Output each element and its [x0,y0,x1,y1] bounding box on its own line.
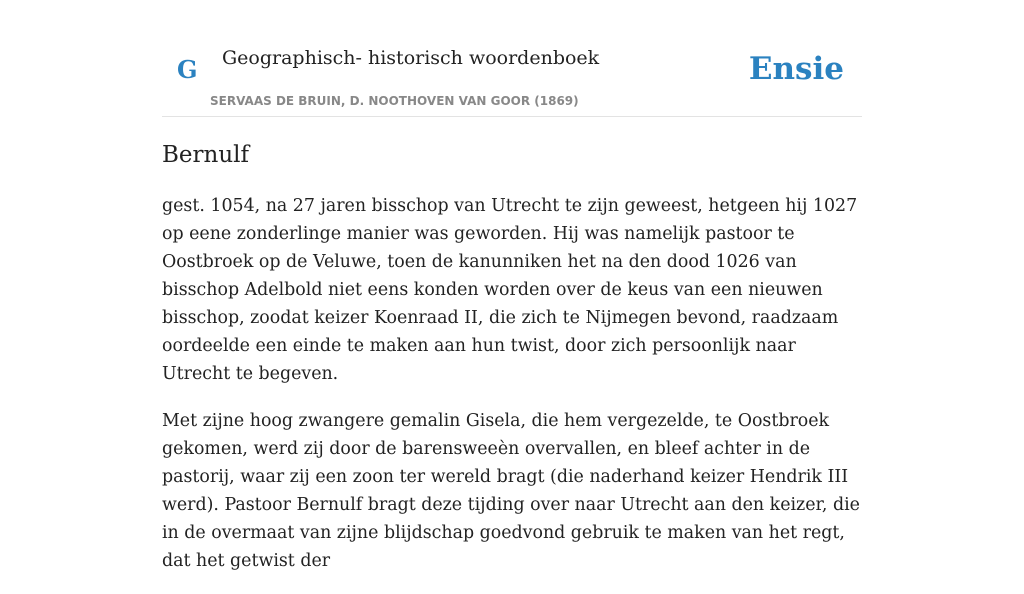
ensie-brand-link[interactable]: Ensie [748,51,844,87]
content-container [162,0,862,571]
book-author: SERVAAS DE BRUIN, D. NOOTHOVEN VAN GOOR (1869) [210,94,579,108]
entry-paragraph: Met zijne hoog zwangere gemalin Gisela, die hem vergezelde, te Oostbroek gekomen, werd zij door de barensweeèn overvallen, en bleef achter in de pastorij, waar zij een zoon ter wereld bragt (die naderhand keizer Hendrik III werd). Pastoor Bernulf bragt deze tijding over naar Utrecht aan den keizer, die in de overmaat van zijne blijdschap goedvond gebruik te maken van het regt, dat het getwist der [162,411,860,571]
entry-title: Bernulf [162,142,250,168]
header [162,0,862,117]
book-title[interactable]: Geographisch- historisch woordenboek [222,47,600,69]
entry-paragraph: gest. 1054, na 27 jaren bisschop van Utrecht te zijn geweest, hetgeen hij 1027 op eene zonderlinge manier was geworden. Hij was namelijk pastoor te Oostbroek op de Veluwe, toen de kanunniken het na den dood 1026 van bisschop Adelbold niet eens konden worden over de keus van een nieuwen bisschop, zoodat keizer Koenraad II, die zich te Nijmegen bevond, raadzaam oordeelde een einde te maken aan hun twist, door zich persoonlijk naar Utrecht te begeven. [162,196,858,384]
entry-body [162,192,862,594]
dictionary-logo[interactable]: G [177,55,198,84]
